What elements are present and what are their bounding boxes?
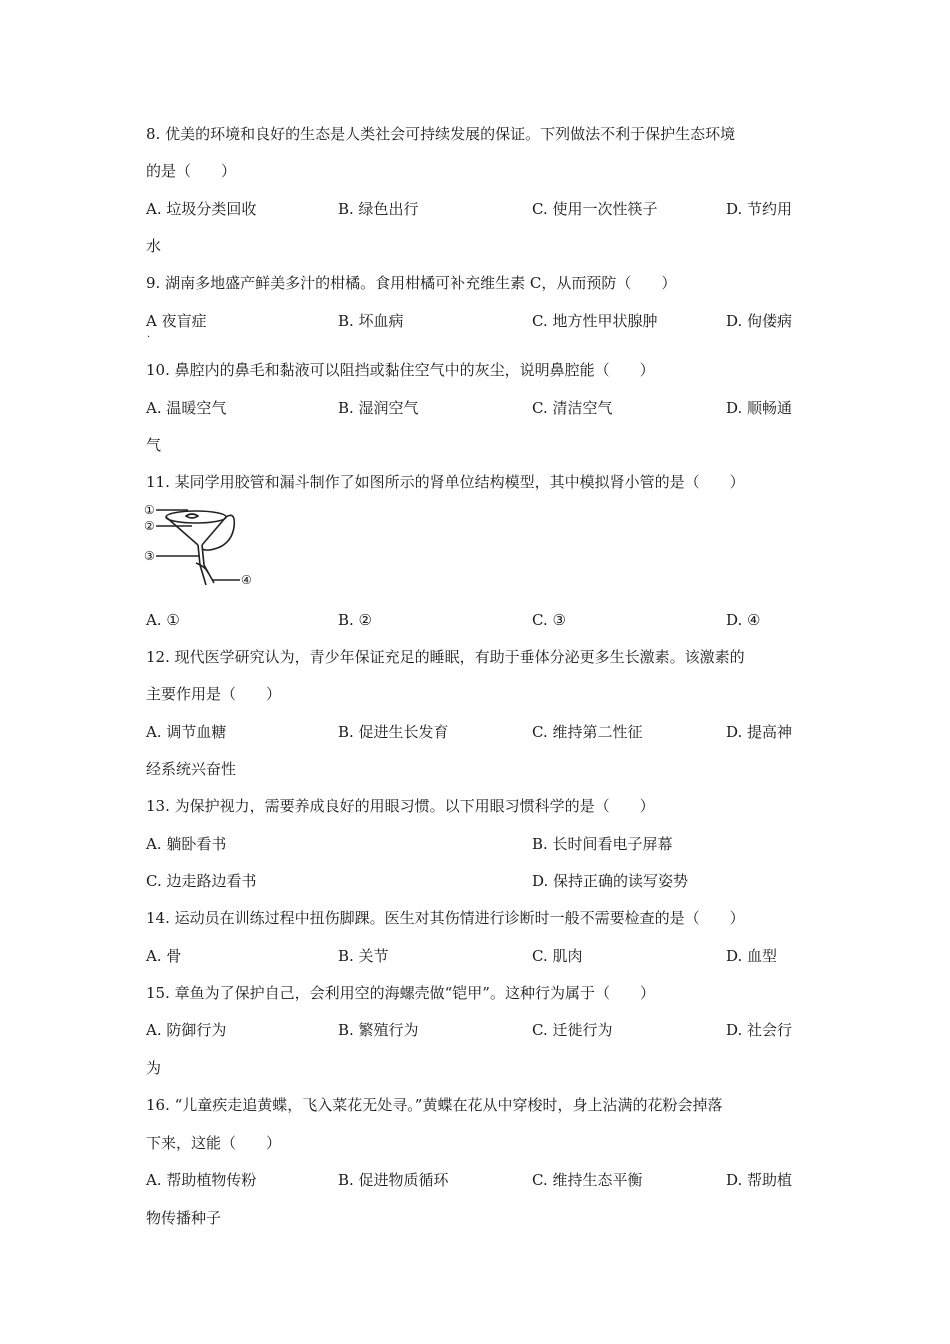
question-9-option-a[interactable]: A 夜盲症 xyxy=(146,312,207,330)
question-11-option-c[interactable]: C. ③ xyxy=(532,611,566,629)
question-15-option-b[interactable]: B. 繁殖行为 xyxy=(338,1021,419,1039)
question-10-option-c[interactable]: C. 清洁空气 xyxy=(532,399,613,417)
question-16-option-b[interactable]: B. 促进物质循环 xyxy=(338,1171,449,1189)
question-16-option-a[interactable]: A. 帮助植物传粉 xyxy=(146,1171,257,1189)
question-14-stem: 14. 运动员在训练过程中扭伤脚踝。医生对其伤情进行诊断时一般不需要检查的是（ ） xyxy=(146,909,745,927)
question-10-option-a[interactable]: A. 温暖空气 xyxy=(146,399,227,417)
question-16-option-d[interactable]: D. 帮助植 xyxy=(726,1171,793,1189)
question-12-option-d[interactable]: D. 提高神 xyxy=(726,723,793,741)
question-8-stem-line-1: 8. 优美的环境和良好的生态是人类社会可持续发展的保证。下列做法不利于保护生态环境 xyxy=(146,125,736,143)
question-9-option-b[interactable]: B. 坏血病 xyxy=(338,312,404,330)
figure-label-3: ③ xyxy=(144,549,155,563)
question-16-stem-line-2: 下来，这能（ ） xyxy=(146,1134,282,1152)
question-13-option-c[interactable]: C. 边走路边看书 xyxy=(146,872,257,890)
question-8-option-a[interactable]: A. 垃圾分类回收 xyxy=(146,200,257,218)
question-12-option-a[interactable]: A. 调节血糖 xyxy=(146,723,227,741)
question-14-option-b[interactable]: B. 关节 xyxy=(338,947,389,965)
question-14-option-c[interactable]: C. 肌肉 xyxy=(532,947,583,965)
figure-label-4: ④ xyxy=(241,573,252,587)
question-15-option-d[interactable]: D. 社会行 xyxy=(726,1021,793,1039)
figure-label-2: ② xyxy=(144,519,155,533)
question-12-option-b[interactable]: B. 促进生长发育 xyxy=(338,723,449,741)
question-9-option-d[interactable]: D. 佝偻病 xyxy=(726,312,793,330)
stray-dot: · xyxy=(147,332,151,343)
question-14-option-a[interactable]: A. 骨 xyxy=(146,947,182,965)
question-8-option-d-wrap: 水 xyxy=(146,237,162,255)
question-13-option-d[interactable]: D. 保持正确的读写姿势 xyxy=(532,872,689,890)
question-9-option-c[interactable]: C. 地方性甲状腺肿 xyxy=(532,312,658,330)
question-13-option-b[interactable]: B. 长时间看电子屏幕 xyxy=(532,835,673,853)
question-12-option-d-wrap: 经系统兴奋性 xyxy=(146,760,237,778)
question-13-option-a[interactable]: A. 躺卧看书 xyxy=(146,835,227,853)
question-11-option-a[interactable]: A. ① xyxy=(146,611,180,629)
question-15-option-c[interactable]: C. 迁徙行为 xyxy=(532,1021,613,1039)
question-8-option-b[interactable]: B. 绿色出行 xyxy=(338,200,419,218)
question-11-stem: 11. 某同学用胶管和漏斗制作了如图所示的肾单位结构模型，其中模拟肾小管的是（ ） xyxy=(146,473,745,491)
question-9-stem: 9. 湖南多地盛产鲜美多汁的柑橘。食用柑橘可补充维生素 C，从而预防（ ） xyxy=(146,274,677,292)
question-10-option-b[interactable]: B. 湿润空气 xyxy=(338,399,419,417)
question-10-option-d-wrap: 气 xyxy=(146,436,162,454)
question-16-option-c[interactable]: C. 维持生态平衡 xyxy=(532,1171,643,1189)
question-13-stem: 13. 为保护视力，需要养成良好的用眼习惯。以下用眼习惯科学的是（ ） xyxy=(146,797,655,815)
question-15-option-d-wrap: 为 xyxy=(146,1059,162,1077)
question-15-option-a[interactable]: A. 防御行为 xyxy=(146,1021,227,1039)
question-12-stem-line-1: 12. 现代医学研究认为，青少年保证充足的睡眠，有助于垂体分泌更多生长激素。该激素的 xyxy=(146,648,745,666)
question-10-stem: 10. 鼻腔内的鼻毛和黏液可以阻挡或黏住空气中的灰尘，说明鼻腔能（ ） xyxy=(146,361,655,379)
nephron-model-figure xyxy=(144,503,264,595)
question-12-stem-line-2: 主要作用是（ ） xyxy=(146,685,282,703)
figure-label-1: ① xyxy=(144,503,155,517)
question-8-option-c[interactable]: C. 使用一次性筷子 xyxy=(532,200,658,218)
question-16-stem-line-1: 16. “儿童疾走追黄蝶，飞入菜花无处寻。”黄蝶在花从中穿梭时，身上沾满的花粉会掉落 xyxy=(146,1096,723,1114)
question-8-option-d[interactable]: D. 节约用 xyxy=(726,200,793,218)
question-12-option-c[interactable]: C. 维持第二性征 xyxy=(532,723,643,741)
question-10-option-d[interactable]: D. 顺畅通 xyxy=(726,399,793,417)
question-15-stem: 15. 章鱼为了保护自己，会利用空的海螺壳做“铠甲”。这种行为属于（ ） xyxy=(146,984,655,1002)
question-16-option-d-wrap: 物传播种子 xyxy=(146,1209,222,1227)
question-8-stem-line-2: 的是（ ） xyxy=(146,162,237,180)
question-14-option-d[interactable]: D. 血型 xyxy=(726,947,778,965)
question-11-option-b[interactable]: B. ② xyxy=(338,611,373,629)
question-11-option-d[interactable]: D. ④ xyxy=(726,611,761,629)
